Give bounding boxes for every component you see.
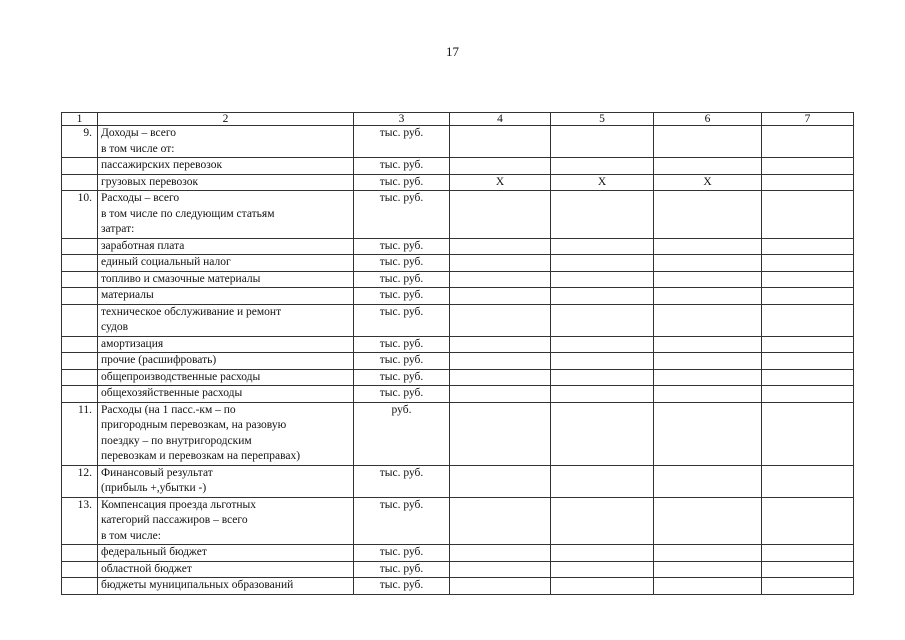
row-unit: тыс. руб. [354,174,450,191]
header-cell: 2 [98,113,354,126]
value-cell [450,353,551,370]
value-cell [551,255,654,272]
row-label: прочие (расшифровать) [98,353,354,370]
value-cell [762,386,854,403]
value-cell [450,465,551,497]
value-cell [551,545,654,562]
row-label: топливо и смазочные материалы [98,271,354,288]
table-row [62,402,854,465]
row-unit: тыс. руб. [354,353,450,370]
row-number [62,158,98,175]
value-cell [450,545,551,562]
row-number: 10. [62,191,98,239]
row-label: пассажирских перевозок [98,158,354,175]
value-cell: Х [654,174,762,191]
table-row [62,465,854,497]
table-row [62,238,854,255]
row-label: общехозяйственные расходы [98,386,354,403]
value-cell [654,238,762,255]
table-row [62,497,854,545]
value-cell [762,336,854,353]
row-label: Доходы – всего в том числе от: [98,126,354,158]
row-number [62,386,98,403]
row-unit: руб. [354,402,450,465]
value-cell [654,304,762,336]
value-cell [654,158,762,175]
row-label: грузовых перевозок [98,174,354,191]
value-cell [762,238,854,255]
value-cell [762,402,854,465]
table-row [62,369,854,386]
value-cell [551,191,654,239]
value-cell [551,238,654,255]
header-cell: 5 [551,113,654,126]
value-cell [762,271,854,288]
value-cell [654,271,762,288]
value-cell [450,497,551,545]
value-cell [762,288,854,305]
row-number: 9. [62,126,98,158]
row-number [62,353,98,370]
value-cell: Х [551,174,654,191]
row-unit: тыс. руб. [354,238,450,255]
value-cell [450,336,551,353]
value-cell [762,578,854,595]
row-label: техническое обслуживание и ремонт судов [98,304,354,336]
report-table-body [62,113,854,595]
value-cell [551,336,654,353]
value-cell [762,561,854,578]
header-cell: 1 [62,113,98,126]
value-cell [654,386,762,403]
row-number: 11. [62,402,98,465]
table-row [62,336,854,353]
row-number [62,578,98,595]
value-cell [450,255,551,272]
row-number: 13. [62,497,98,545]
row-label: материалы [98,288,354,305]
header-cell: 6 [654,113,762,126]
value-cell [654,288,762,305]
value-cell [762,174,854,191]
value-cell [762,126,854,158]
value-cell [551,386,654,403]
page-number: 17 [446,44,459,59]
table-row [62,561,854,578]
row-number [62,255,98,272]
value-cell [762,255,854,272]
value-cell [450,369,551,386]
header-cell: 7 [762,113,854,126]
row-number [62,288,98,305]
table-row [62,158,854,175]
row-unit: тыс. руб. [354,191,450,239]
value-cell [551,465,654,497]
row-unit: тыс. руб. [354,336,450,353]
value-cell [551,353,654,370]
value-cell [654,402,762,465]
value-cell [551,561,654,578]
value-cell [762,369,854,386]
value-cell [762,497,854,545]
row-unit: тыс. руб. [354,369,450,386]
row-number [62,174,98,191]
value-cell [551,158,654,175]
value-cell [450,561,551,578]
value-cell [551,369,654,386]
table-row [62,255,854,272]
table-row [62,271,854,288]
table-row [62,353,854,370]
row-label: Расходы – всего в том числе по следующим статьям затрат: [98,191,354,239]
row-unit: тыс. руб. [354,271,450,288]
row-unit: тыс. руб. [354,545,450,562]
row-unit: тыс. руб. [354,561,450,578]
row-number [62,545,98,562]
value-cell [654,465,762,497]
row-label: Компенсация проезда льготных категорий пассажиров – всего в том числе: [98,497,354,545]
table-row [62,288,854,305]
row-unit: тыс. руб. [354,288,450,305]
value-cell [762,191,854,239]
value-cell [551,126,654,158]
value-cell [551,402,654,465]
row-unit: тыс. руб. [354,497,450,545]
value-cell [654,126,762,158]
value-cell [654,497,762,545]
row-unit: тыс. руб. [354,255,450,272]
value-cell: Х [450,174,551,191]
row-unit: тыс. руб. [354,465,450,497]
row-unit: тыс. руб. [354,304,450,336]
value-cell [654,578,762,595]
table-row [62,545,854,562]
value-cell [762,304,854,336]
row-unit: тыс. руб. [354,126,450,158]
row-label: Расходы (на 1 пасс.-км – по пригородным перевозкам, на разовую поездку – по внутригородским перевозкам и перевозкам на переправах) [98,402,354,465]
row-unit: тыс. руб. [354,158,450,175]
value-cell [654,336,762,353]
value-cell [654,255,762,272]
row-number [62,238,98,255]
table-row [62,386,854,403]
value-cell [450,386,551,403]
row-unit: тыс. руб. [354,386,450,403]
value-cell [551,271,654,288]
header-cell: 4 [450,113,551,126]
value-cell [654,561,762,578]
value-cell [654,545,762,562]
value-cell [450,158,551,175]
row-label: федеральный бюджет [98,545,354,562]
value-cell [450,578,551,595]
value-cell [762,353,854,370]
value-cell [762,158,854,175]
row-number [62,369,98,386]
header-cell: 3 [354,113,450,126]
value-cell [450,126,551,158]
table-row [62,126,854,158]
row-label: амортизация [98,336,354,353]
row-label: бюджеты муниципальных образований [98,578,354,595]
table-row [62,304,854,336]
row-number [62,336,98,353]
value-cell [654,353,762,370]
value-cell [450,402,551,465]
table-row [62,174,854,191]
value-cell [762,545,854,562]
row-unit: тыс. руб. [354,578,450,595]
row-number [62,304,98,336]
value-cell [551,578,654,595]
value-cell [450,288,551,305]
table-row [62,578,854,595]
row-label: Финансовый результат (прибыль +,убытки -) [98,465,354,497]
row-number [62,561,98,578]
row-label: общепроизводственные расходы [98,369,354,386]
table-row [62,191,854,239]
row-label: областной бюджет [98,561,354,578]
row-label: заработная плата [98,238,354,255]
row-label: единый социальный налог [98,255,354,272]
value-cell [551,288,654,305]
row-number: 12. [62,465,98,497]
value-cell [450,238,551,255]
table-header-row [62,113,854,126]
value-cell [762,465,854,497]
value-cell [450,304,551,336]
value-cell [450,191,551,239]
value-cell [654,191,762,239]
report-table [61,112,854,595]
value-cell [551,497,654,545]
value-cell [551,304,654,336]
value-cell [654,369,762,386]
row-number [62,271,98,288]
value-cell [450,271,551,288]
